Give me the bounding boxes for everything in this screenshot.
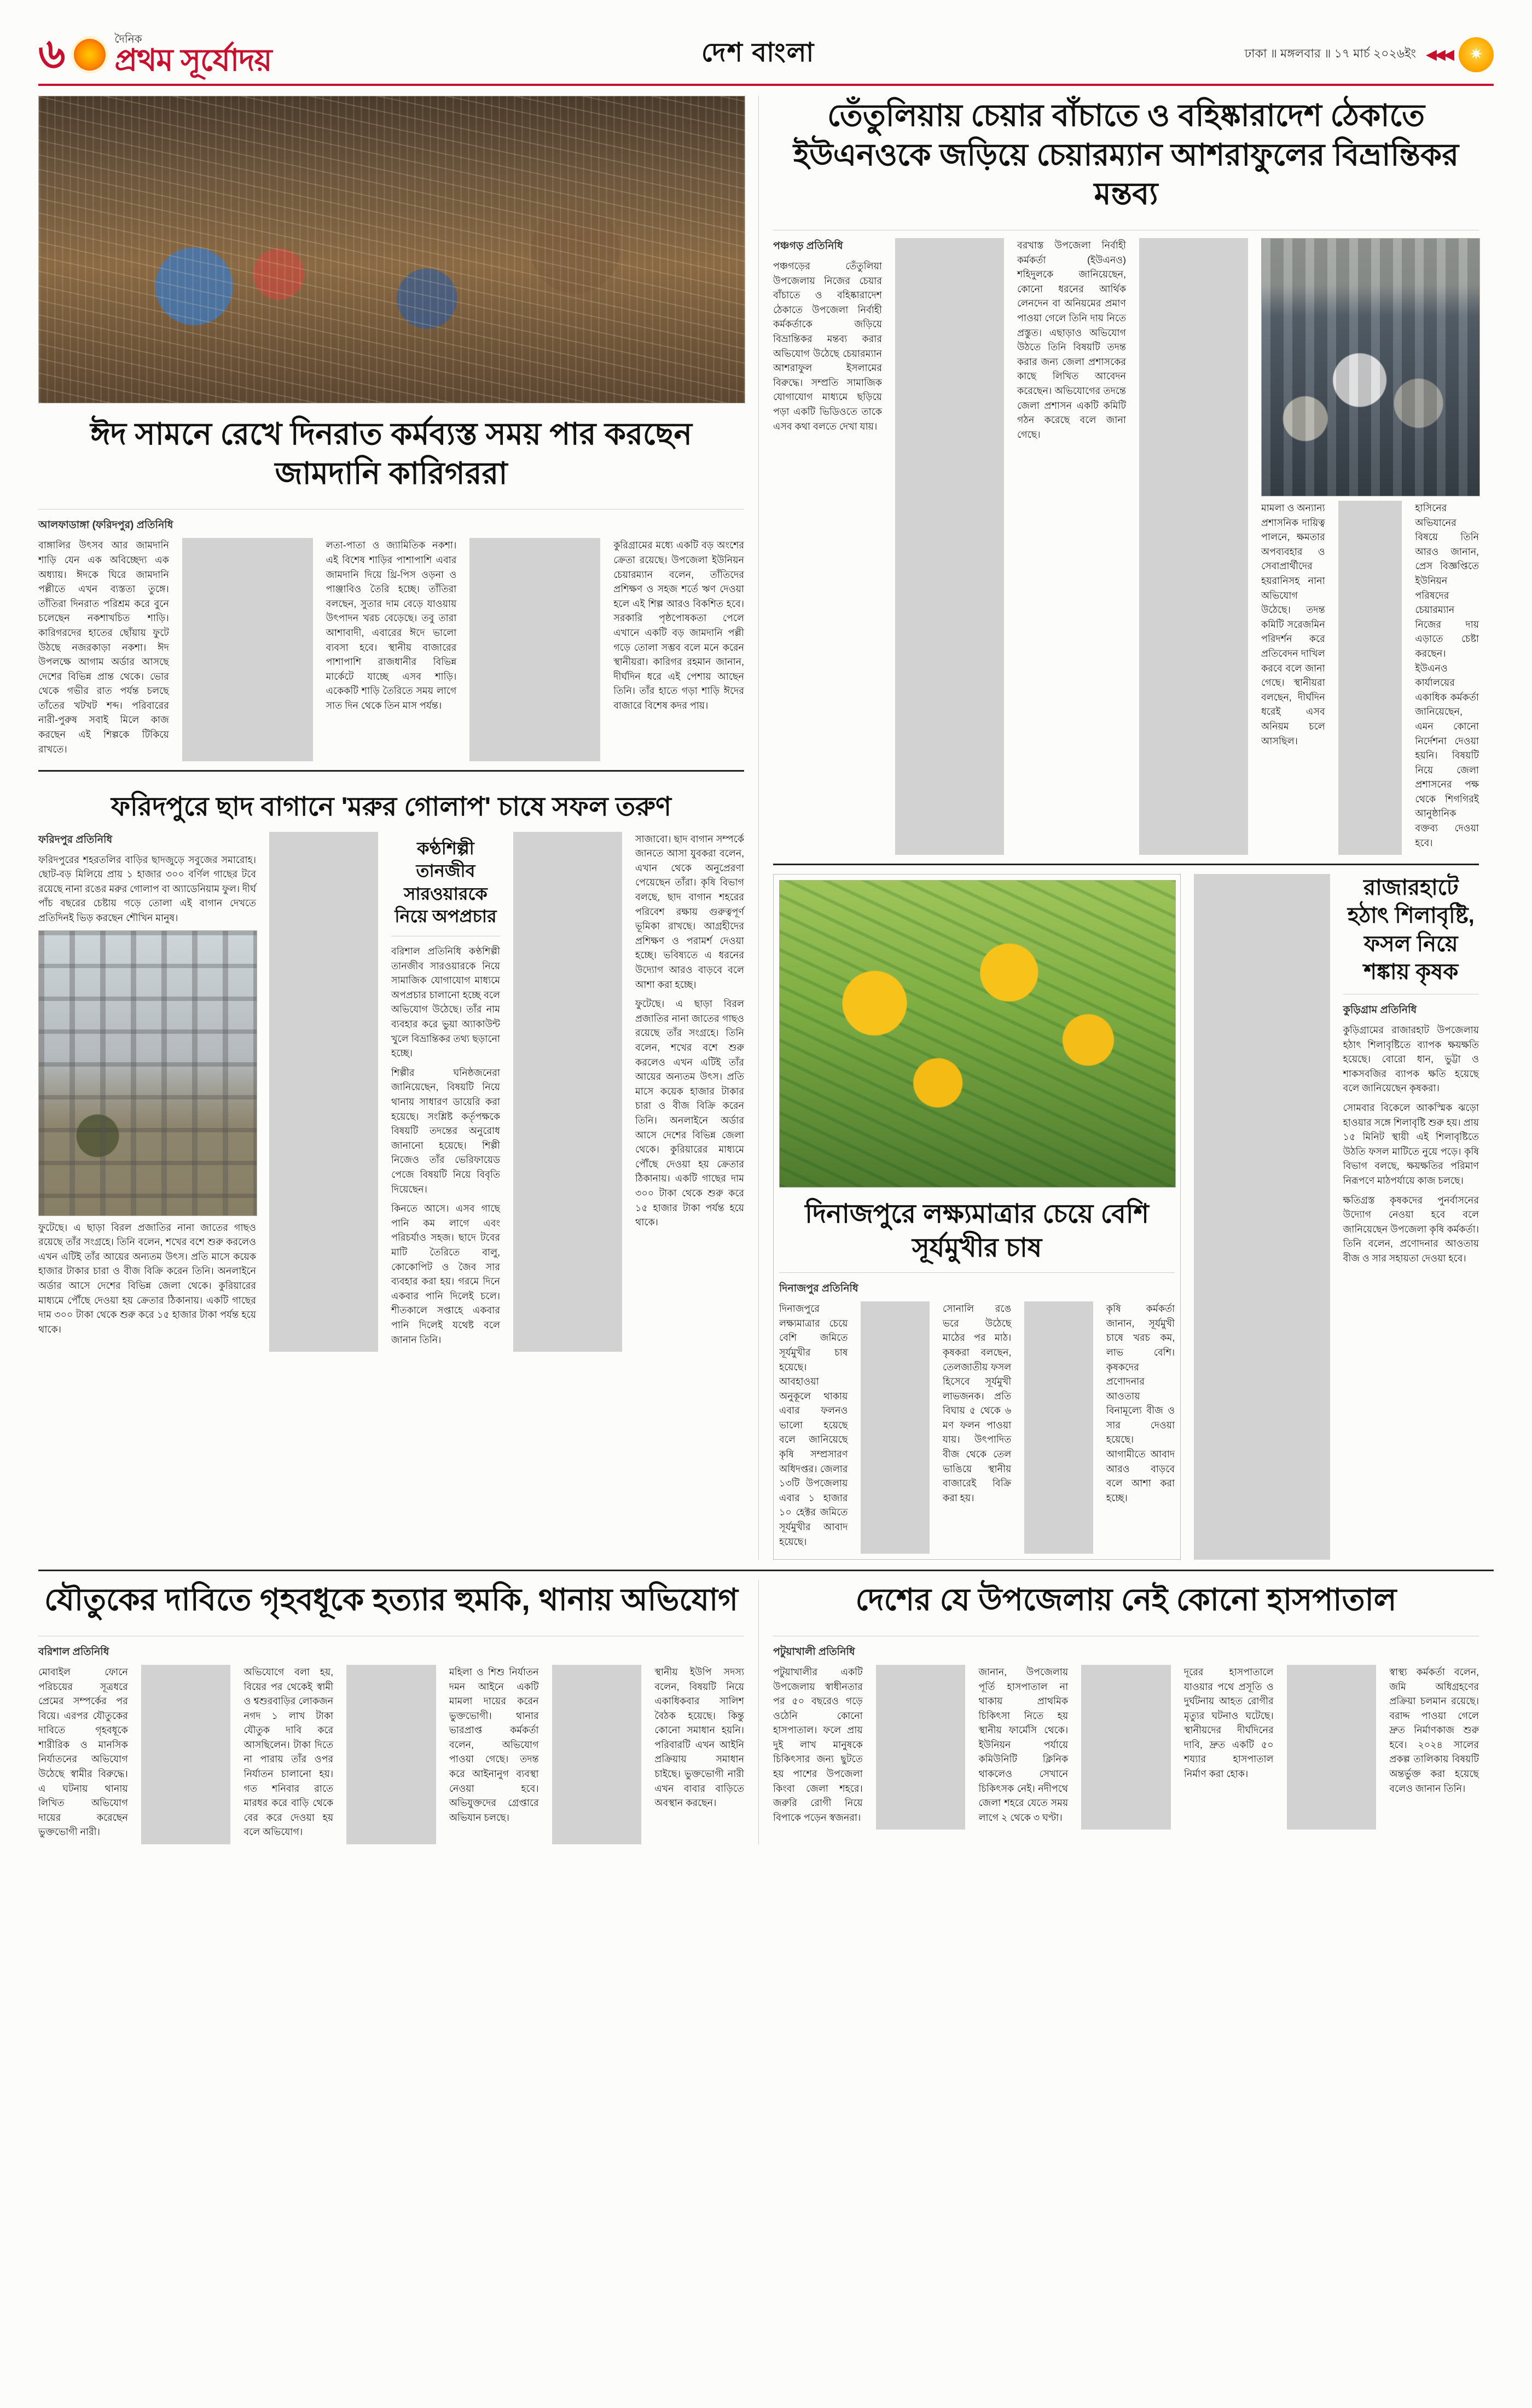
jamdani-headline: ঈদ সামনে রেখে দিনরাত কর্মব্যস্ত সময় পার করছেন জামদানি কারিগররা [90, 416, 692, 490]
sunflower-headline: দিনাজপুরে লক্ষ্যমাত্রার চেয়ে বেশি সূর্যমুখীর চাষ [805, 1200, 1149, 1263]
bottom-section [38, 1580, 1494, 1844]
paragraph: কুরিগ্রামের মধ্যে একটি বড় অংশের ক্রেতা রয়েছে। উপজেলা ইউনিয়ন চেয়ারম্যান বলেন, তাঁতিদের প্রশিক্ষণ ও সহজ শর্তে ঋণ দেওয়া হলে এই শিল্প আরও বিকশিত হবে। সরকারি পৃষ্ঠপোষকতা পেলে এখানে একটি বড় জামদানি পল্লী গড়ে তোলা সম্ভব বলে মনে করেন স্থানীয়রা। কারিগর রহমান জানান, দীর্ঘদিন ধরে এই পেশায় আছেন তিনি। তাঁর হাতে গড়া শাড়ি ঈদের বাজারে বিশেষ কদর পায়। [613, 540, 744, 711]
roof-garden-headline: ফরিদপুরে ছাদ বাগানে 'মরুর গোলাপ' চাষে সফল তরুণ [111, 792, 672, 822]
paragraph: শিল্পীর ঘনিষ্ঠজনেরা জানিয়েছেন, বিষয়টি নিয়ে থানায় সাধারণ ডায়েরি করা হয়েছে। সংশ্লিষ্ট কর্তৃপক্ষকে বিষয়টি তদন্তের অনুরোধ জানানো হয়েছে। শিল্পী নিজেও তাঁর ভেরিফায়েড পেজে বিষয়টি নিয়ে বিবৃতি দিয়েছেন। [391, 1067, 500, 1195]
sunflower-block [773, 874, 1479, 1560]
paragraph: জানান, উপজেলায় পূর্তি হাসপাতাল না থাকায় প্রাথমিক চিকিৎসা নিতে হয় স্থানীয় ফার্মেসি থেকে। ইউনিয়ন পর্যায়ে কমিউনিটি ক্লিনিক থাকলেও সেখানে চিকিৎসক নেই। নদীপথে জেলা শহরে যেতে সময় লাগে ২ থেকে ৩ ঘণ্টা। [978, 1666, 1069, 1823]
paragraph: মোবাইল ফোনে পরিচয়ের সূত্রধরে প্রেমের সম্পর্কের পর বিয়ে। এরপর যৌতুকের দাবিতে গৃহবধূকে শারীরিক ও মানসিক নির্যাতনের অভিযোগ উঠেছে স্বামীর বিরুদ্ধে। এ ঘটনায় থানায় লিখিত অভিযোগ দায়ের করেছেন ভুক্তভোগী নারী। [38, 1666, 128, 1838]
paragraph: ফুটেছে। এ ছাড়া বিরল প্রজাতির নানা জাতের গাছও রয়েছে তাঁর সংগ্রহে। তিনি বলেন, শখের বশে শুরু করলেও এখন এটিই তাঁর আয়ের অন্যতম উৎস। প্রতি মাসে কয়েক হাজার টাকার চারা ও বীজ বিক্রি করেন তিনি। অনলাইনে অর্ডার আসে দেশের বিভিন্ন জেলা থেকে। কুরিয়ারের মাধ্যমে পৌঁছে দেওয়া হয় ক্রেতার ঠিকানায়। একটি গাছের দাম ৩০০ টাকা থেকে শুরু করে ১৫ হাজার টাকা পর্যন্ত হয়ে থাকে। [635, 998, 744, 1228]
rajarhat-byline: কুড়িগ্রাম প্রতিনিধি [1343, 1004, 1417, 1016]
paragraph: সাজাবো। ছাদ বাগান সম্পর্কে জানতে আসা যুবকরা বলেন, এখান থেকে অনুপ্রেরণা পেয়েছেন তাঁরা। কৃষি বিভাগ বলছে, ছাদ বাগান শহরের পরিবেশ রক্ষায় গুরুত্বপূর্ণ ভূমিকা রাখছে। আগ্রহীদের প্রশিক্ষণ ও পরামর্শ দেওয়া হচ্ছে। ভবিষ্যতে এ ধরনের উদ্যোগ আরও বাড়বে বলে আশা করা হচ্ছে। [635, 833, 744, 990]
rajarhat-headline: রাজারহাটে হঠাৎ শিলাবৃষ্টি, ফসল নিয়ে শঙ্কায় কৃষক [1347, 876, 1475, 984]
newspaper-logo[interactable] [74, 34, 271, 76]
page-number: ৬ [38, 31, 66, 78]
paragraph: বাঙ্গালির উৎসব আর জামদানি শাড়ি যেন এক অবিচ্ছেদ্য এক অধ্যায়। ঈদকে ঘিরে জামদানি পল্লীতে এখন ব্যস্ততা তুঙ্গে। তাঁতিরা দিনরাত পরিশ্রম করে বুনে চলেছেন নকশাখচিত শাড়ি। কারিগরদের হাতের ছোঁয়ায় ফুটে উঠছে নজরকাড়া নকশা। ঈদ উপলক্ষে আগাম অর্ডার আসছে দেশের বিভিন্ন প্রান্ত থেকে। ভোর থেকে গভীর রাত পর্যন্ত চলছে তাঁতের খটখট শব্দ। পরিবারের নারী-পুরুষ সবাই মিলে কাজ করছেন এই শিল্পকে টিকিয়ে রাখতে। [38, 540, 169, 755]
left-column [38, 96, 744, 1560]
paragraph: স্বাস্থ্য কর্মকর্তা বলেন, জমি অধিগ্রহণের প্রক্রিয়া চলমান রয়েছে। বরাদ্দ পাওয়া গেলে দ্রুত নির্মাণকাজ শুরু হবে। ২০২৪ সালের প্রকল্প তালিকায় বিষয়টি অন্তর্ভুক্ত করা হয়েছে বলেও জানান তিনি। [1389, 1666, 1479, 1794]
masthead [38, 33, 1494, 86]
teturia-byline: পঞ্চগড় প্রতিনিধি [773, 240, 843, 252]
paragraph: পটুয়াখালীর একটি উপজেলায় স্বাধীনতার পর ৫০ বছরেও গড়ে ওঠেনি কোনো হাসপাতাল। ফলে প্রায় দুই লাখ মানুষকে চিকিৎসার জন্য ছুটতে হয় পাশের উপজেলা কিংবা জেলা শহরে। জরুরি রোগী নিয়ে বিপাকে পড়েন স্বজনরা। [773, 1666, 863, 1823]
paragraph: পঞ্চগড়ের তেঁতুলিয়া উপজেলায় নিজের চেয়ার বাঁচাতে ও বহিষ্কারাদেশ ঠেকাতে উপজেলা নির্বাহী কর্মকর্তাকে জড়িয়ে বিভ্রান্তিকর মন্তব্য করার অভিযোগ উঠেছে চেয়ারম্যান আশরাফুল ইসলামের বিরুদ্ধে। সম্প্রতি সামাজিক যোগাযোগ মাধ্যমে ছড়িয়ে পড়া একটি ভিডিওতে তাকে এসব কথা বলতে দেখা যায়। [773, 261, 882, 432]
dowry-headline: যৌতুকের দাবিতে গৃহবধূকে হত্যার হুমকি, থানায় অভিযোগ [44, 1582, 738, 1617]
column-divider [758, 96, 759, 1560]
sun-burst-icon: ✷ [1459, 37, 1494, 72]
top-section [38, 96, 1494, 1560]
paragraph: অভিযোগে বলা হয়, বিয়ের পর থেকেই স্বামী ও শ্বশুরবাড়ির লোকজন নগদ ১ লাখ টাকা যৌতুক দাবি করে আসছিলেন। টাকা দিতে না পারায় তাঁর ওপর নির্যাতন চালানো হয়। গত শনিবার রাতে মারধর করে বাড়ি থেকে বের করে দেওয়া হয় বলে অভিযোগ। [243, 1666, 334, 1838]
roof-garden-byline: ফরিদপুর প্রতিনিধি [38, 833, 113, 846]
logo-name: প্রথম সূর্যোদয় [114, 42, 272, 77]
paragraph: সোনালি রঙে ভরে উঠেছে মাঠের পর মাঠ। কৃষকরা বলছেন, তেলজাতীয় ফসল হিসেবে সূর্যমুখী লাভজনক। প্রতি বিঘায় ৫ থেকে ৬ মণ ফলন পাওয়া যায়। উৎপাদিত বীজ থেকে তেল ভাঙিয়ে স্থানীয় বাজারেই বিক্রি করা হয়। [942, 1303, 1012, 1503]
right-column [773, 96, 1479, 1560]
hospital-byline: পটুয়াখালী প্রতিনিধি [773, 1646, 855, 1658]
jamdani-byline: আলফাডাঙ্গা (ফরিদপুর) প্রতিনিধি [38, 519, 173, 531]
roof-garden-photo [38, 930, 257, 1216]
paragraph: কৃষি কর্মকর্তা জানান, সূর্যমুখী চাষে খরচ কম, লাভ বেশি। কৃষকদের প্রণোদনার আওতায় বিনামূল্যে বীজ ও সার দেওয়া হয়েছে। আগামীতে আবাদ আরও বাড়বে বলে আশা করা হচ্ছে। [1106, 1303, 1175, 1503]
hospital-article [773, 1580, 1479, 1844]
sunflower-article [773, 874, 1181, 1560]
paragraph: সোমবার বিকেলে আকস্মিক ঝড়ো হাওয়ার সঙ্গে শিলাবৃষ্টি শুরু হয়। প্রায় ১৫ মিনিট স্থায়ী এই শিলাবৃষ্টিতে উঠতি ফসল মাটিতে নুয়ে পড়ে। কৃষি বিভাগ বলছে, ক্ষয়ক্ষতির পরিমাণ নিরূপণে মাঠপর্যায়ে কাজ চলছে। [1343, 1102, 1479, 1186]
paragraph: লতা-পাতা ও জ্যামিতিক নকশা। এই বিশেষ শাড়ির পাশাপাশি এবার জামদানি দিয়ে থ্রি-পিস ওড়না ও পাঞ্জাবিও তৈরি হচ্ছে। তাঁতিরা বলছেন, সুতার দাম বেড়ে যাওয়ায় উৎপাদন খরচ বেড়েছে। তবু তারা আশাবাদী, এবারের ঈদে ভালো ব্যবসা হবে। স্থানীয় বাজারের পাশাপাশি রাজধানীর বিভিন্ন মার্কেটে যাচ্ছে এসব শাড়ি। একেকটি শাড়ি তৈরিতে সময় লাগে সাত দিন থেকে তিন মাস পর্যন্ত। [326, 540, 457, 711]
meeting-crowd-photo [1261, 238, 1480, 496]
jamdani-weavers-photo [38, 96, 745, 403]
paragraph: দিনাজপুরে লক্ষ্যমাত্রার চেয়ে বেশি জমিতে সূর্যমুখীর চাষ হয়েছে। আবহাওয়া অনুকূলে থাকায় এবার ফলনও ভালো হয়েছে বলে জানিয়েছে কৃষি সম্প্রসারণ অধিদপ্তর। জেলার ১৩টি উপজেলায় এবার ১ হাজার ১০ হেক্টর জমিতে সূর্যমুখীর আবাদ হয়েছে। [779, 1303, 848, 1547]
paragraph: হাসিনের অভিযানের বিষয়ে তিনি আরও জানান, প্রেস বিজ্ঞপ্তিতে ইউনিয়ন পরিষদের চেয়ারম্যান নিজের দায় এড়াতে চেষ্টা করছেন। ইউএনও কার্যালয়ের একাধিক কর্মকর্তা জানিয়েছেন, এমন কোনো নির্দেশনা দেওয়া হয়নি। বিষয়টি নিয়ে জেলা প্রশাসনের পক্ষ থেকে শিগগিরই আনুষ্ঠানিক বক্তব্য দেওয়া হবে। [1415, 502, 1479, 848]
paragraph: ক্ষতিগ্রস্ত কৃষকদের পুনর্বাসনের উদ্যোগ নেওয়া হবে বলে জানিয়েছেন উপজেলা কৃষি কর্মকর্তা। তিনি বলেন, প্রণোদনার আওতায় বীজ ও সার সহায়তা দেওয়া হবে। [1343, 1194, 1479, 1264]
sunflower-field-photo [779, 880, 1176, 1188]
paragraph: মহিলা ও শিশু নির্যাতন দমন আইনে একটি মামলা দায়ের করেন ভুক্তভোগী। থানার ভারপ্রাপ্ত কর্মকর্তা বলেন, অভিযোগ পাওয়া গেছে। তদন্ত করে আইনানুগ ব্যবস্থা নেওয়া হবে। অভিযুক্তদের গ্রেপ্তারে অভিযান চলছে। [449, 1666, 539, 1823]
sun-logo-icon [74, 39, 106, 71]
paragraph: স্থানীয় ইউপি সদস্য বলেন, বিষয়টি নিয়ে একাধিকবার সালিশ বৈঠক হয়েছে। কিন্তু কোনো সমাধান হয়নি। পরিবারটি এখন আইনি প্রক্রিয়ায় সমাধান চাইছে। ভুক্তভোগী নারী এখন বাবার বাড়িতে অবস্থান করছেন। [654, 1666, 745, 1809]
sunflower-byline: দিনাজপুর প্রতিনিধি [779, 1283, 858, 1295]
section-title: দেশ বাংলা [701, 38, 815, 67]
paragraph: দূরের হাসপাতালে যাওয়ার পথে প্রসূতি ও দুর্ঘটনায় আহত রোগীর মৃত্যুর ঘটনাও ঘটেছে। স্থানীয়দের দীর্ঘদিনের দাবি, দ্রুত একটি ৫০ শয্যার হাসপাতাল নির্মাণ করা হোক। [1183, 1666, 1274, 1780]
paragraph: কিনতে আসে। এসব গাছে পানি কম লাগে এবং পরিচর্যাও সহজ। ছাদে টবের মাটি তৈরিতে বালু, কোকোপিট ও জৈব সার ব্যবহার করা হয়। গরমে দিনে একবার পানি দিলেই চলে। শীতকালে সপ্তাহে একবার পানি দিলেই যথেষ্ট বলে জানান তিনি। [391, 1203, 500, 1345]
paragraph: কুড়িগ্রামের রাজারহাট উপজেলায় হঠাৎ শিলাবৃষ্টিতে ব্যাপক ক্ষয়ক্ষতি হয়েছে। বোরো ধান, ভুট্টা ও শাকসবজির ব্যাপক ক্ষতি হয়েছে বলে জানিয়েছেন কৃষকরা। [1343, 1024, 1479, 1094]
dowry-byline: বরিশাল প্রতিনিধি [38, 1646, 109, 1658]
tanjib-headline: কণ্ঠশিল্পী তানজীব সারওয়ারকে নিয়ে অপপ্রচার [394, 838, 497, 927]
teturia-headline: তেঁতুলিয়ায় চেয়ার বাঁচাতে ও বহিষ্কারাদেশ ঠেকাতে ইউএনওকে জড়িয়ে চেয়ারম্যান আশরাফুলের বিভ্রান্তিকর মন্তব্য [793, 98, 1459, 211]
column-divider [758, 1580, 759, 1844]
paragraph: ফরিদপুরের শহরতলির বাড়ির ছাদজুড়ে সবুজের সমারোহ। ছোট-বড় মিলিয়ে প্রায় ১ হাজার ৩০০ বর্ণিল গাছের টবে রয়েছে নানা রঙের মরুর গোলাপ বা অ্যাডেনিয়াম ফুল। দীর্ঘ পাঁচ বছরের চেষ্টায় গড়ে তোলা এই বাগান দেখতে প্রতিদিনই ভিড় করছেন শৌখিন মানুষ। [38, 854, 256, 924]
logo-kicker: দৈনিক [114, 33, 142, 45]
hospital-headline: দেশের যে উপজেলায় নেই কোনো হাসপাতাল [855, 1582, 1397, 1617]
jamdani-body [38, 538, 744, 761]
dateline: ঢাকা ॥ মঙ্গলবার ॥ ১৭ মার্চ ২০২৬ইং [1244, 47, 1416, 60]
teturia-top [773, 238, 1479, 855]
paragraph: মামলা ও অন্যান্য প্রশাসনিক দায়িত্ব পালনে, ক্ষমতার অপব্যবহার ও সেবাপ্রার্থীদের হয়রানিসহ নানা অভিযোগ উঠেছে। তদন্ত কমিটি সরেজমিন পরিদর্শন করে প্রতিবেদন দাখিল করবে বলে জানা গেছে। স্থানীয়রা বলছেন, দীর্ঘদিন ধরেই এসব অনিয়ম চলে আসছিল। [1261, 502, 1325, 746]
chevron-left-icon: ◀◀◀ [1426, 46, 1452, 62]
roof-garden-block [38, 832, 744, 1352]
dowry-article [38, 1580, 744, 1844]
paragraph: বরিশাল প্রতিনিধি কণ্ঠশিল্পী তানজীব সারওয়ারকে নিয়ে সামাজিক যোগাযোগ মাধ্যমে অপপ্রচার চালানো হচ্ছে বলে অভিযোগ উঠেছে। তাঁর নাম ব্যবহার করে ভুয়া অ্যাকাউন্ট খুলে বিভ্রান্তিকর তথ্য ছড়ানো হচ্ছে। [391, 946, 500, 1059]
paragraph: বরখাস্ত উপজেলা নির্বাহী কর্মকর্তা (ইউএনও) শহিদুলকে জানিয়েছেন, কোনো ধরনের আর্থিক লেনদেন বা অনিয়মের প্রমাণ পাওয়া গেলে তিনি দায় নিতে প্রস্তুত। এছাড়াও অভিযোগ উঠতে তিনি বিষয়টি তদন্ত করার জন্য জেলা প্রশাসকের কাছে লিখিত আবেদন করেছেন। অভিযোগের তদন্তে জেলা প্রশাসন একটি কমিটি গঠন করেছে বলে জানা গেছে। [1017, 240, 1126, 440]
paragraph: ফুটেছে। এ ছাড়া বিরল প্রজাতির নানা জাতের গাছও রয়েছে তাঁর সংগ্রহে। তিনি বলেন, শখের বশে শুরু করলেও এখন এটিই তাঁর আয়ের অন্যতম উৎস। প্রতি মাসে কয়েক হাজার টাকার চারা ও বীজ বিক্রি করেন তিনি। অনলাইনে অর্ডার আসে দেশের বিভিন্ন জেলা থেকে। কুরিয়ারের মাধ্যমে পৌঁছে দেওয়া হয় ক্রেতার ঠিকানায়। একটি গাছের দাম ৩০০ টাকা থেকে শুরু করে ১৫ হাজার টাকা পর্যন্ত হয়ে থাকে। [38, 1222, 256, 1335]
